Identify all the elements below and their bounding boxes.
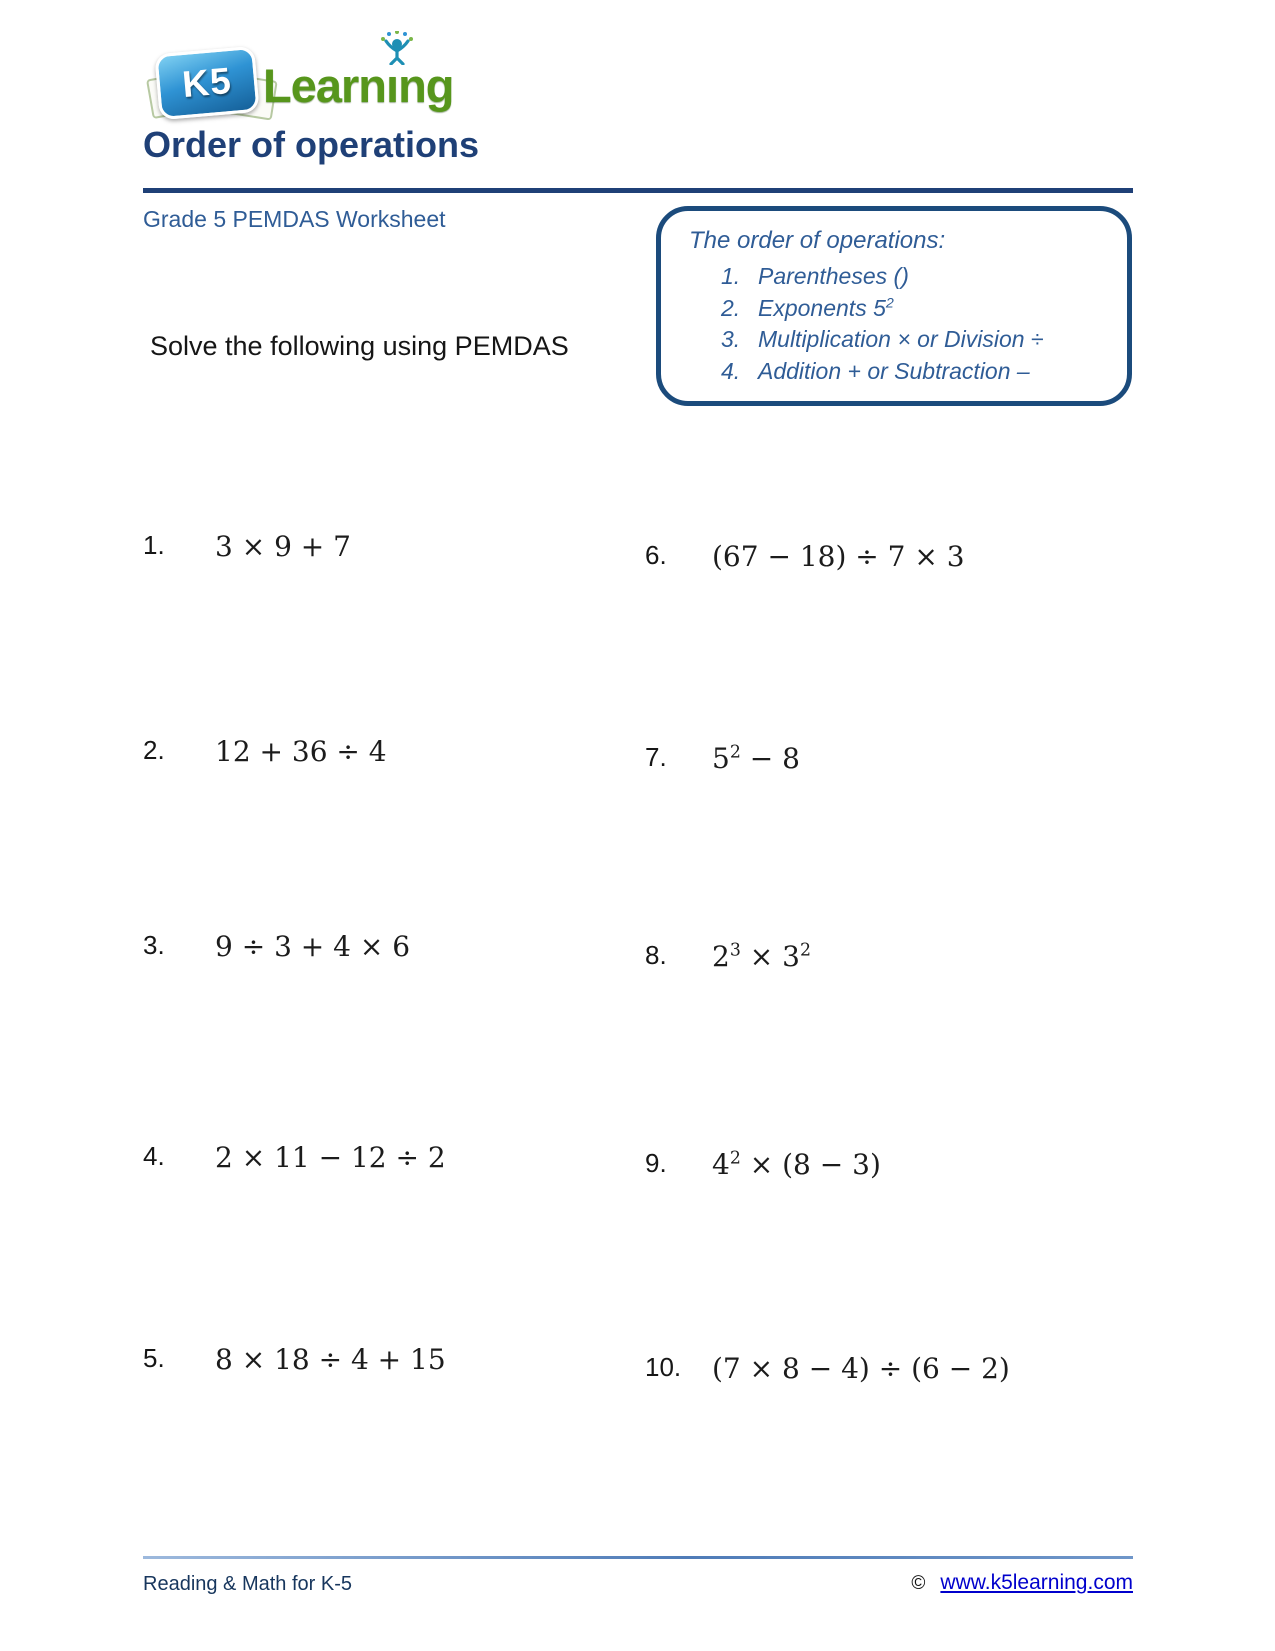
copyright-symbol: © [911, 1573, 926, 1594]
item-text: Multiplication × or Division ÷ [758, 326, 1044, 353]
problem-expression: 2 × 11 − 12 ÷ 2 [215, 1141, 446, 1174]
pemdas-item-addition-subtraction [689, 356, 1113, 388]
problem-number: 10. [645, 1352, 682, 1382]
pemdas-info-box [656, 206, 1132, 406]
person-icon [377, 31, 417, 65]
problem-number: 5. [143, 1343, 165, 1373]
page-title: Order of operations [143, 124, 480, 165]
item-text: Addition + or Subtraction – [758, 358, 1030, 385]
problem-row-1 [143, 530, 351, 563]
problem-row-10 [645, 1352, 1010, 1385]
item-number: 3. [721, 326, 741, 353]
item-text: Parentheses () [758, 263, 909, 289]
problem-row-9 [645, 1148, 881, 1181]
problem-row-2 [143, 735, 387, 768]
title-rule [143, 188, 1133, 193]
problem-number: 8. [645, 940, 667, 970]
problem-expression: 8 × 18 ÷ 4 + 15 [215, 1343, 446, 1376]
problem-number: 4. [143, 1141, 165, 1171]
problem-expression: $2^3 \times 3^2$ [712, 940, 811, 973]
page-subtitle: Grade 5 PEMDAS Worksheet [143, 206, 446, 232]
pemdas-box-title: The order of operations: [689, 227, 946, 254]
problem-row-8 [645, 940, 811, 973]
problem-row-4 [143, 1141, 446, 1174]
problem-expression: 9 ÷ 3 + 4 × 6 [215, 930, 411, 963]
footer-right [911, 1571, 1133, 1595]
problem-expression: 12 + 36 ÷ 4 [215, 735, 387, 768]
problem-expression: $5^2 - 8$ [712, 742, 800, 775]
problem-number: 2. [143, 735, 165, 765]
item-text: Exponents $5^2$ [758, 294, 894, 321]
problem-expression: (7 × 8 − 4) ÷ (6 − 2) [712, 1352, 1010, 1385]
pemdas-item-exponents [689, 293, 1113, 325]
pemdas-item-multiplication-division [689, 324, 1113, 356]
footer-left-text: Reading & Math for K-5 [143, 1573, 352, 1595]
item-number: 4. [721, 358, 741, 385]
problem-number: 7. [645, 742, 667, 772]
problem-row-3 [143, 930, 410, 963]
footer-link[interactable]: www.k5learning.com [940, 1571, 1133, 1594]
problem-expression: 3 × 9 + 7 [215, 530, 351, 563]
pemdas-item-parentheses [689, 261, 1113, 293]
footer-rule [143, 1556, 1133, 1559]
problem-row-7 [645, 742, 800, 775]
logo-learning-text: Learnı ng [263, 58, 453, 113]
problem-expression: (67 − 18) ÷ 7 × 3 [712, 540, 965, 573]
k5-badge-text: K5 [180, 59, 234, 106]
problem-row-5 [143, 1343, 446, 1376]
item-number: 2. [721, 294, 741, 321]
problem-number: 3. [143, 930, 165, 960]
item-number: 1. [721, 263, 741, 289]
problem-number: 1. [143, 530, 165, 560]
k5-badge [154, 46, 259, 120]
problem-row-6 [645, 540, 965, 573]
problem-number: 6. [645, 540, 667, 570]
problem-number: 9. [645, 1148, 667, 1178]
k5-learning-logo [155, 48, 575, 128]
instruction-text: Solve the following using PEMDAS [150, 331, 569, 361]
problem-expression: $4^2 \times (8 - 3)$ [712, 1148, 881, 1181]
